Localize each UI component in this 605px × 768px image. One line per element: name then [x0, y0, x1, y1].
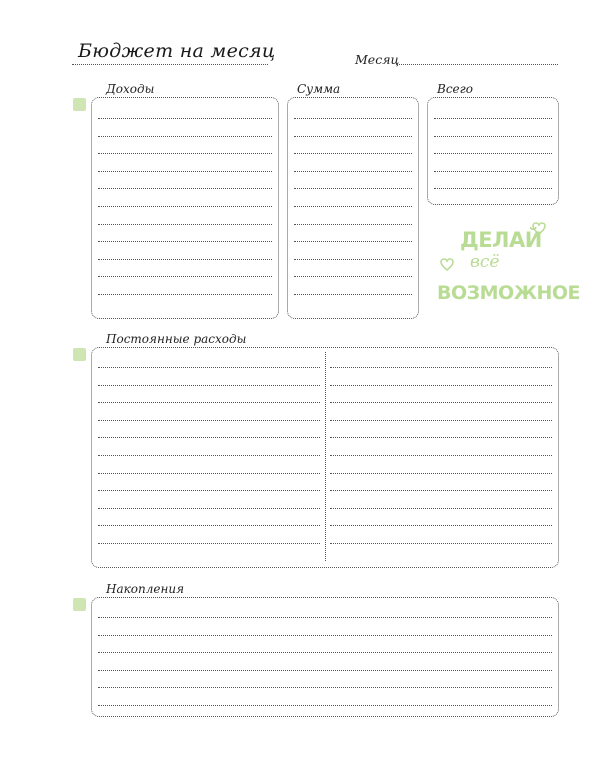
writing-line[interactable]	[98, 437, 320, 438]
page-title: Бюджет на месяц	[78, 40, 276, 62]
motto-line-2: всё	[470, 252, 500, 272]
writing-line[interactable]	[98, 136, 272, 137]
writing-line[interactable]	[98, 206, 272, 207]
writing-line[interactable]	[98, 402, 320, 403]
writing-line[interactable]	[330, 367, 552, 368]
writing-line[interactable]	[98, 455, 320, 456]
total-box[interactable]	[427, 97, 559, 205]
savings-box[interactable]	[91, 597, 559, 717]
month-field[interactable]	[396, 64, 558, 65]
motto-line-3: ВОЗМОЖНОЕ	[437, 282, 580, 304]
fixed-expenses-label: Постоянные расходы	[106, 332, 247, 346]
writing-line[interactable]	[330, 543, 552, 544]
writing-line[interactable]	[434, 171, 552, 172]
writing-line[interactable]	[98, 171, 272, 172]
writing-line[interactable]	[330, 473, 552, 474]
writing-line[interactable]	[98, 508, 320, 509]
writing-line[interactable]	[294, 136, 412, 137]
writing-line[interactable]	[330, 455, 552, 456]
writing-line[interactable]	[98, 617, 552, 618]
writing-line[interactable]	[98, 490, 320, 491]
writing-line[interactable]	[294, 153, 412, 154]
writing-line[interactable]	[294, 206, 412, 207]
writing-line[interactable]	[434, 118, 552, 119]
motto-line-1: ДЕЛАЙ	[460, 228, 542, 252]
writing-line[interactable]	[98, 652, 552, 653]
writing-line[interactable]	[294, 118, 412, 119]
writing-line[interactable]	[434, 188, 552, 189]
total-label: Всего	[437, 82, 473, 96]
writing-line[interactable]	[294, 294, 412, 295]
writing-line[interactable]	[294, 188, 412, 189]
writing-line[interactable]	[330, 490, 552, 491]
writing-line[interactable]	[98, 241, 272, 242]
writing-line[interactable]	[98, 188, 272, 189]
writing-line[interactable]	[434, 136, 552, 137]
income-section-marker	[73, 98, 86, 111]
savings-label: Накопления	[106, 582, 185, 596]
writing-line[interactable]	[434, 153, 552, 154]
writing-line[interactable]	[330, 508, 552, 509]
writing-line[interactable]	[330, 437, 552, 438]
writing-line[interactable]	[98, 367, 320, 368]
writing-line[interactable]	[98, 525, 320, 526]
title-underline	[72, 64, 268, 65]
writing-line[interactable]	[98, 635, 552, 636]
writing-line[interactable]	[330, 420, 552, 421]
writing-line[interactable]	[330, 402, 552, 403]
motto	[430, 222, 580, 312]
writing-line[interactable]	[98, 473, 320, 474]
writing-line[interactable]	[294, 241, 412, 242]
writing-line[interactable]	[98, 420, 320, 421]
month-label: Месяц	[355, 52, 400, 67]
writing-line[interactable]	[98, 543, 320, 544]
writing-line[interactable]	[98, 118, 272, 119]
fixed-expenses-divider	[325, 352, 326, 561]
writing-line[interactable]	[294, 276, 412, 277]
writing-line[interactable]	[98, 670, 552, 671]
incomes-box[interactable]	[91, 97, 279, 319]
writing-line[interactable]	[98, 153, 272, 154]
incomes-label: Доходы	[106, 82, 155, 96]
writing-line[interactable]	[294, 171, 412, 172]
heart-icon	[440, 258, 454, 271]
amount-label: Сумма	[297, 82, 341, 96]
writing-line[interactable]	[330, 385, 552, 386]
writing-line[interactable]	[98, 687, 552, 688]
writing-line[interactable]	[98, 276, 272, 277]
fixed-expenses-marker	[73, 348, 86, 361]
writing-line[interactable]	[98, 224, 272, 225]
writing-line[interactable]	[294, 259, 412, 260]
writing-line[interactable]	[98, 294, 272, 295]
amount-box[interactable]	[287, 97, 419, 319]
writing-line[interactable]	[98, 385, 320, 386]
writing-line[interactable]	[294, 224, 412, 225]
writing-line[interactable]	[330, 525, 552, 526]
savings-marker	[73, 598, 86, 611]
writing-line[interactable]	[98, 705, 552, 706]
writing-line[interactable]	[98, 259, 272, 260]
